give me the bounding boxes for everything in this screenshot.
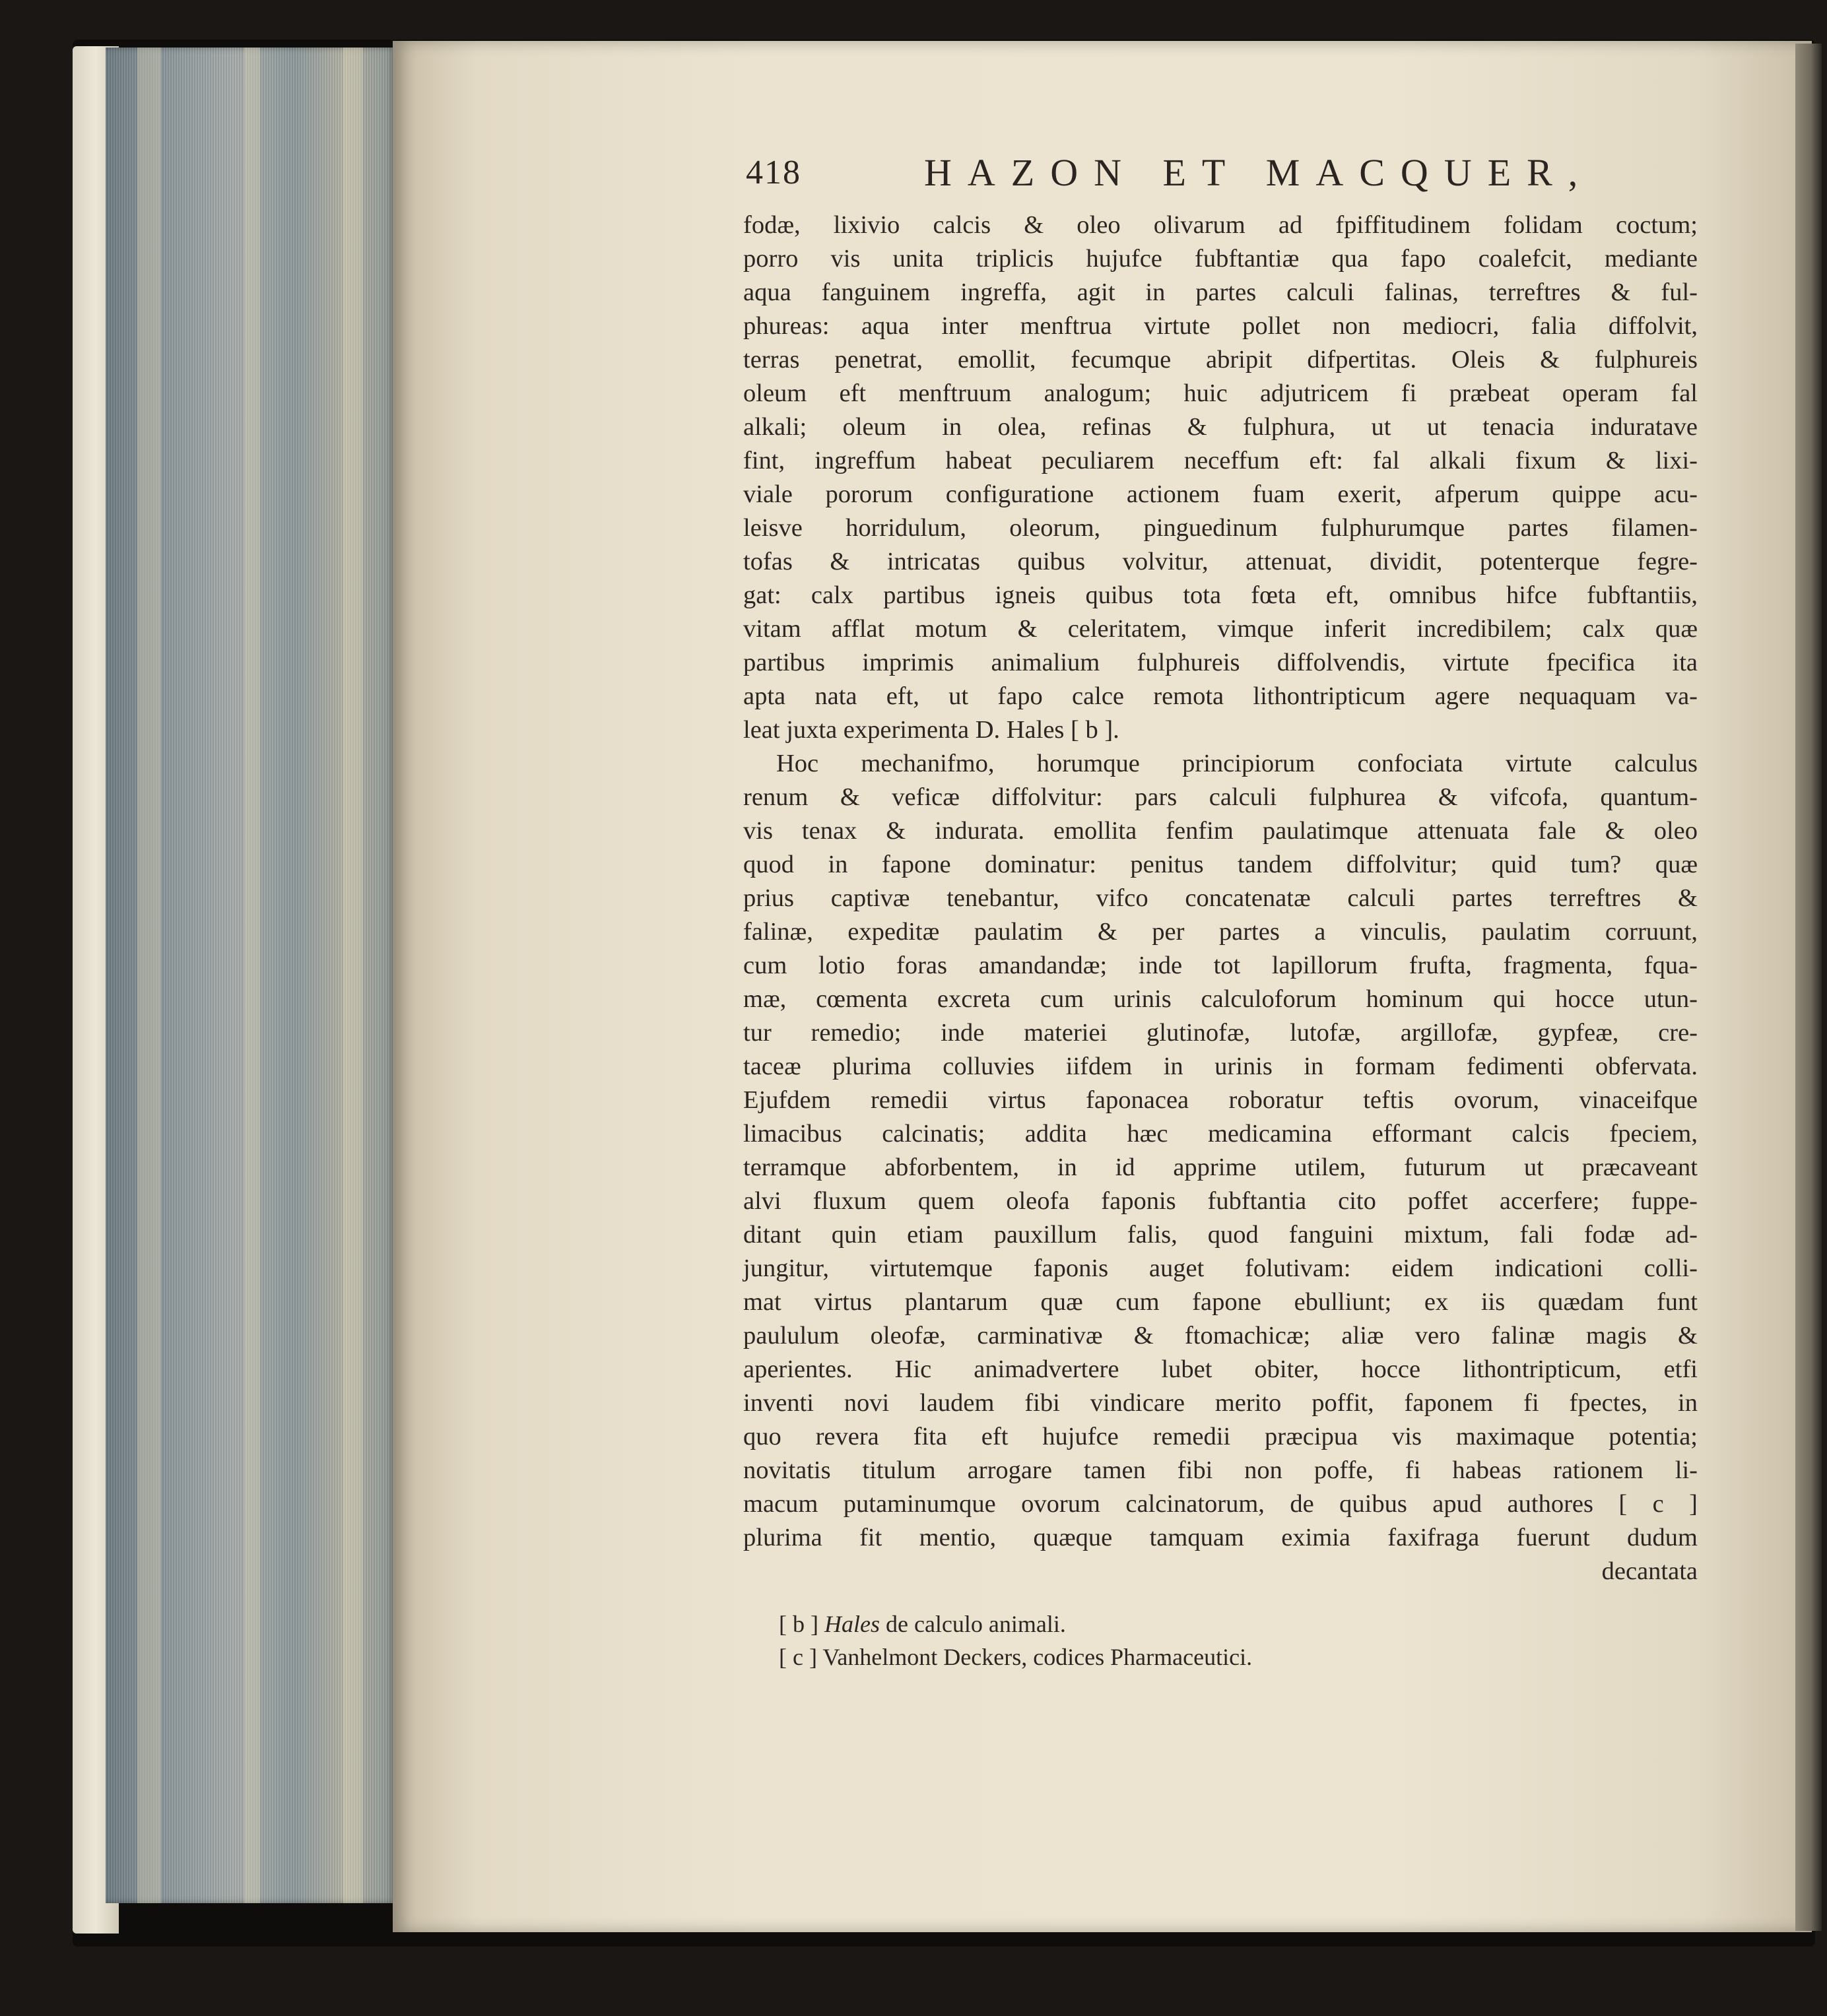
text-line: taceæ plurima colluvies iifdem in urinis in formam fedimenti obfervata. [743, 1053, 1698, 1080]
page-number: 418 [746, 154, 801, 191]
text-line: aqua fanguinem ingreffa, agit in partes calculi falinas, terreftres & ful- [743, 278, 1698, 306]
page-block-band [343, 48, 363, 1903]
text-line: quo revera fita eft hujufce remedii præcipua vis maximaque potentia; [743, 1423, 1698, 1450]
text-line: tofas & intricatas quibus volvitur, attenuat, dividit, potenterque fegre- [743, 548, 1698, 575]
text-line: fint, ingreffum habeat peculiarem neceffum eft: fal alkali fixum & lixi- [743, 447, 1698, 474]
text-line: leat juxta experimenta D. Hales [ b ]. [743, 716, 1119, 744]
footnote [779, 1641, 1703, 1674]
page-block-band [244, 48, 260, 1903]
text-line: cum lotio foras amandandæ; inde tot lapillorum frufta, fragmenta, fqua- [743, 952, 1698, 979]
text-line: mæ, cœmenta excreta cum urinis calculoforum hominum qui hocce utun- [743, 985, 1698, 1013]
text-line: phureas: aqua inter menftrua virtute pollet non mediocri, falia diffolvit, [743, 312, 1698, 340]
text-line: terramque abforbentem, in id apprime utilem, futurum ut præcaveant [743, 1154, 1698, 1181]
text-line: novitatis titulum arrogare tamen fibi non poffe, fi habeas rationem li- [743, 1456, 1698, 1484]
text-line: mat virtus plantarum quæ cum fapone ebulliunt; ex iis quædam funt [743, 1288, 1698, 1316]
text-line: oleum eft menftruum analogum; huic adjutricem fi præbeat operam fal [743, 379, 1698, 407]
text-line: macum putaminumque ovorum calcinatorum, de quibus apud authores [ c ] [743, 1490, 1698, 1518]
footnote [779, 1608, 1703, 1641]
text-line: gat: calx partibus igneis quibus tota fœta eft, omnibus hifce fubftantiis, [743, 581, 1698, 609]
text-line: vitam afflat motum & celeritatem, vimque inferit incredibilem; calx quæ [743, 615, 1698, 643]
text-line: Ejufdem remedii virtus faponacea roboratur teftis ovorum, vinaceifque [743, 1086, 1698, 1114]
text-line: decantata [1601, 1557, 1698, 1585]
text-line: partibus imprimis animalium fulphureis diffolvendis, virtute fpecifica ita [743, 649, 1698, 676]
text-line: inventi novi laudem fibi vindicare merito poffit, faponem fi fpectes, in [743, 1389, 1698, 1417]
text-line: jungitur, virtutemque faponis auget folutivam: eidem indicationi colli- [743, 1254, 1698, 1282]
text-line: plurima fit mentio, quæque tamquam eximia faxifraga fuerunt dudum [743, 1524, 1698, 1551]
page-block-edges [106, 48, 396, 1903]
facing-page-edge [1795, 44, 1822, 1931]
text-line: alvi fluxum quem oleofa faponis fubftantia cito poffet accerfere; fuppe- [743, 1187, 1698, 1215]
text-line: apta nata eft, ut fapo calce remota lithontripticum agere nequaquam va- [743, 682, 1698, 710]
running-title: HAZON ET MACQUER, [924, 151, 1594, 194]
text-line: ditant quin etiam pauxillum falis, quod fanguini mixtum, fali fodæ ad- [743, 1221, 1698, 1249]
text-line: paululum oleofæ, carminativæ & ftomachicæ; aliæ vero falinæ magis & [743, 1322, 1698, 1349]
text-line: aperientes. Hic animadvertere lubet obiter, hocce lithontripticum, etfi [743, 1355, 1698, 1383]
page-header [746, 146, 1696, 206]
text-line: terras penetrat, emollit, fecumque abripit difpertitas. Oleis & fulphureis [743, 346, 1698, 374]
text-line: renum & veficæ diffolvitur: pars calculi fulphurea & vifcofa, quantum- [743, 783, 1698, 811]
text-line: Hoc mechanifmo, horumque principiorum confociata virtute calculus [776, 750, 1698, 777]
text-line: tur remedio; inde materiei glutinofæ, lutofæ, argillofæ, gypfeæ, cre- [743, 1019, 1698, 1047]
text-line: leisve horridulum, oleorum, pinguedinum fulphurumque partes filamen- [743, 514, 1698, 542]
text-line: vis tenax & indurata. emollita fenfim paulatimque attenuata fale & oleo [743, 817, 1698, 845]
footnote-author: Hales [824, 1611, 880, 1637]
text-line: prius captivæ tenebantur, vifco concatenatæ calculi partes terreftres & [743, 884, 1698, 912]
footnote-text: Vanhelmont Deckers, codices Pharmaceutici. [822, 1644, 1253, 1670]
page-block-band [137, 48, 161, 1903]
text-line: fodæ, lixivio calcis & oleo olivarum ad fpiffitudinem folidam coctum; [743, 211, 1698, 239]
footnotes [779, 1608, 1703, 1674]
text-line: porro vis unita triplicis hujufce fubftantiæ qua fapo coalefcit, mediante [743, 245, 1698, 273]
text-line: quod in fapone dominatur: penitus tandem diffolvitur; quid tum? quæ [743, 851, 1698, 878]
text-line: viale pororum configuratione actionem fuam exerit, afperum quippe acu- [743, 480, 1698, 508]
text-line: falinæ, expeditæ paulatim & per partes a vinculis, paulatim corruunt, [743, 918, 1698, 946]
footnote-mark: [ b ] [779, 1611, 824, 1637]
text-line: alkali; oleum in olea, refinas & fulphura, ut ut tenacia induratave [743, 413, 1698, 441]
text-line: limacibus calcinatis; addita hæc medicamina efformant calcis fpeciem, [743, 1120, 1698, 1148]
footnote-text: de calculo animali. [885, 1611, 1066, 1637]
body-text [743, 209, 1698, 1588]
footnote-mark: [ c ] [779, 1644, 823, 1670]
